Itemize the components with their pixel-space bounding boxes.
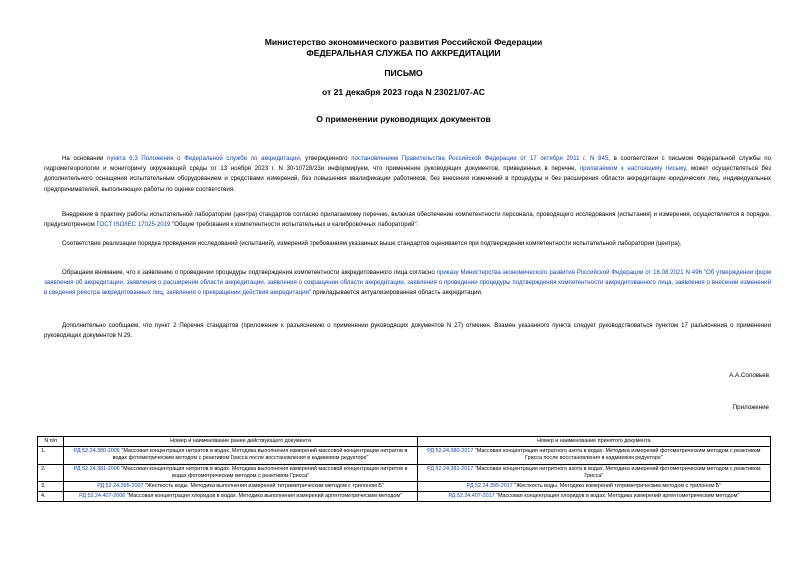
old-document-title: "Массовая концентрация хлоридов в водах. Методика выполнения измерений аргентометрическим методом" <box>125 493 402 500</box>
old-document-link[interactable]: РД 52.24.380-2006 <box>73 448 120 455</box>
header-old-document: Номер и наименование ранее действующего документа <box>64 437 417 447</box>
signature: А.А.Соловьев <box>729 372 769 379</box>
link-gost-standard[interactable]: ГОСТ ISO/IEC 17025-2019 <box>96 221 171 229</box>
p5-text: Дополнительно сообщаем, что пункт 2 Перечня стандартов (приложение к разъяснению о применении руководящих документов N 27) отменен. Взамен указанного пункта следует руководствоваться пунктом 17 разъяснения о применении руководящих документов N 29. <box>44 322 771 340</box>
p1-text-4: , может осуществляться без дополнительного оснащения испытательным оборудованием и средствами измерений, без повышения квалификации работников, без внесения изменений в процедуры и без расширения области аккредитации юридических лиц, индивидуальных предпринимателей, выполняющих работы по оценке соответствия. <box>44 165 771 193</box>
p4-text-1: Обращаем внимание, что к заявлению о проведении процедуры подтверждения компетентности аккредитованного лица согласно <box>62 269 437 276</box>
old-document-link[interactable]: РД 52.24.407-2006 <box>79 493 126 500</box>
table-header-row <box>38 437 771 447</box>
appendix-label: Приложение <box>732 404 769 411</box>
new-document-title: "Массовая концентрация нитратного азота в водах. Методика измерений фотометрическим методом с реактивом Грисса после восстановления в кадмиевом редукторе" <box>473 448 761 462</box>
old-document-cell <box>64 482 417 492</box>
header-new-document: Номер и наименование принятого документа <box>417 437 770 447</box>
row-number: 3. <box>38 482 64 492</box>
document-type: ПИСЬМО <box>384 68 423 78</box>
new-document-cell <box>417 447 770 464</box>
row-number: 1. <box>38 447 64 464</box>
link-ministry-order[interactable]: приказу Министерства экономического развития Российской Федерации от 16.08.2021 N 496 "Об утверждении форм заявления об аккредитации, заявления о расширении области аккредитации, заявления о сокращении области аккредитации, заявления о проведении процедуры подтверждения компетентности аккредитованного лица, заявления о внесении изменений в сведения реестра аккредитованных лиц, заявления о прекращении действия аккредитации" <box>44 269 772 297</box>
link-attached-list[interactable]: прилагаемом к настоящему письму <box>579 165 686 173</box>
table-row <box>38 482 771 492</box>
paragraph-4 <box>44 268 771 299</box>
row-number: 2. <box>38 464 64 481</box>
paragraph-2 <box>44 210 771 230</box>
document-subject: О применении руководящих документов <box>316 114 491 124</box>
p1-text-1: На основании <box>62 155 108 162</box>
old-document-title: "Жесткость воды. Методика выполнения измерений титриметрическим методом с трилоном Б" <box>143 483 384 490</box>
new-document-title: "Жесткость воды. Методика измерений титриметрическим методом с трилоном Б" <box>512 483 722 490</box>
new-document-link[interactable]: РД 52.24.381-2017 <box>427 465 474 472</box>
old-document-cell <box>64 492 417 502</box>
header-number: N п/п <box>38 437 64 447</box>
new-document-cell <box>417 492 770 502</box>
service-name: ФЕДЕРАЛЬНАЯ СЛУЖБА ПО АККРЕДИТАЦИИ <box>306 48 501 58</box>
link-government-decree[interactable]: постановлением Правительства Российской Федерации от 17 октября 2011 г. N 845 <box>351 155 609 162</box>
link-regulation-clause[interactable]: пункта 6.3 Положения о Федеральной службе по аккредитации <box>107 155 300 162</box>
p1-text-2: , утвержденного <box>299 155 352 162</box>
old-document-title: "Массовая концентрация нитратов в водах. Методика выполнения измерений массовой концентрации нитратов в водах фотометрическим методом с реактивом Грисса после восстановления в кадмиевом редукторе" <box>112 448 408 462</box>
p3-text: Соответствие реализации порядка проведения исследований (испытаний), измерений требованиям указанных выше стандартов оценивается при подтверждении компетентности испытательной лаборатории (центра). <box>62 240 682 247</box>
old-document-link[interactable]: РД 52.24.395-2007 <box>97 483 144 490</box>
table-row <box>38 447 771 464</box>
p2-text-1: Внедрение в практику работы испытательной лаборатории (центра) стандартов согласно прилагаемому перечню, включая обеспечение компетентности персонала, проводящего исследования (испытания) и измерения, осуществляется в порядке, предусмотренном <box>44 211 771 229</box>
old-document-title: "Массовая концентрация нитритов в водах. Методика выполнения измерений массовой концентрации нитритов в водах фотометрическим методом с реактивом Грисса" <box>119 465 408 479</box>
p1-text-3: , в соответствии с письмом Федеральной службы по гидрометеорологии и мониторингу окружающей среды от 13 ноября 2023 г. N 30-10728/23и информируем, что применение руководящих документов, приведенных в перечне, <box>44 155 771 173</box>
new-document-cell <box>417 482 770 492</box>
old-document-cell <box>64 447 417 464</box>
new-document-link[interactable]: РД 52.24.380-2017 <box>427 448 474 455</box>
p2-text-2: "Общие требования к компетентности испытательных и калибровочных лабораторий". <box>170 221 419 229</box>
old-document-cell <box>64 464 417 481</box>
ministry-name: Министерство экономического развития Российской Федерации <box>264 37 543 47</box>
table-row <box>38 492 771 502</box>
new-document-title: "Массовая концентрация хлоридов в водах. Методика измерений аргентометрическим методом" <box>494 493 740 500</box>
new-document-title: "Массовая концентрация нитритного азота в водах. Методика измерений фотометрическим методом с реактивом Грисса" <box>473 465 761 479</box>
paragraph-1 <box>44 154 771 195</box>
new-document-link[interactable]: РД 52.24.407-2017 <box>448 493 495 500</box>
old-document-link[interactable]: РД 52.24.381-2006 <box>73 465 120 472</box>
paragraph-3 <box>44 239 771 249</box>
row-number: 4. <box>38 492 64 502</box>
new-document-cell <box>417 464 770 481</box>
new-document-link[interactable]: РД 52.24.395-2017 <box>466 483 513 490</box>
p4-text-2: прикладывается актуализированная область аккредитации. <box>311 289 483 297</box>
document-date-number: от 21 декабря 2023 года N 23021/07-АС <box>322 87 485 97</box>
standards-table <box>37 436 771 502</box>
table-row <box>38 464 771 481</box>
paragraph-5 <box>44 321 771 341</box>
